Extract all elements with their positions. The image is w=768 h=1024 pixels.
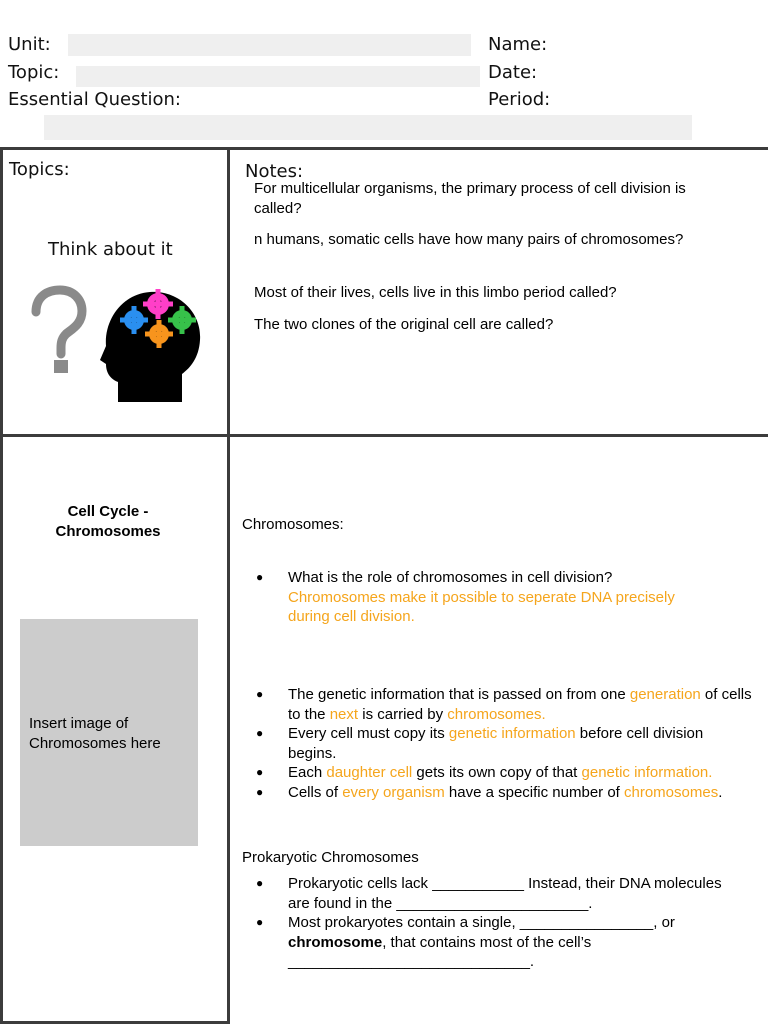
image-placeholder-text: Insert image of Chromosomes here: [29, 715, 161, 752]
prokaryotic-label: Prokaryotic Chromosomes: [242, 849, 419, 866]
list-item: ● Prokaryotic cells lack ___________ Instead, their DNA molecules are found in the _______________________.: [242, 874, 730, 913]
section-title: Cell Cycle - Chromosomes: [55, 503, 161, 540]
facts-list: [242, 685, 752, 802]
question-mark-icon: [36, 290, 82, 373]
list-item: ● What is the role of chromosomes in cell division? Chromosomes make it possible to seperate DNA precisely during cell division.: [242, 568, 712, 627]
row-divider: [0, 434, 768, 437]
list-item: ● Most prokaryotes contain a single, ________________, or chromosome, that contains most of the cell’s _____________________________.: [242, 913, 730, 972]
question-4: The two clones of the original cell are called?: [254, 316, 554, 333]
notes-label: Notes:: [245, 161, 304, 182]
essential-question-field[interactable]: [44, 115, 692, 140]
question-1: For multicellular organisms, the primary process of cell division is called?: [254, 180, 686, 217]
table-top-border: [0, 147, 768, 150]
think-about-it-label: Think about it: [48, 239, 173, 260]
column-divider: [227, 147, 230, 1024]
essential-question-label: Essential Question:: [8, 89, 181, 110]
prokaryotic-list: [242, 874, 730, 972]
chromosomes-label: Chromosomes:: [242, 516, 344, 533]
question-2: n humans, somatic cells have how many pairs of chromosomes?: [254, 231, 684, 248]
topic-label: Topic:: [8, 62, 60, 83]
topics-label: Topics:: [9, 159, 70, 180]
topic-field[interactable]: [76, 66, 480, 87]
period-label: Period:: [488, 89, 551, 110]
list-item: ● Every cell must copy its genetic information before cell division begins.: [242, 724, 752, 763]
list-item: ● The genetic information that is passed on from one generation of cells to the next is carried by chromosomes.: [242, 685, 752, 724]
table-left-border: [0, 147, 3, 1024]
list-item: ● Each daughter cell gets its own copy of that genetic information.: [242, 763, 752, 783]
unit-field[interactable]: [68, 34, 471, 56]
question-3: Most of their lives, cells live in this limbo period called?: [254, 284, 617, 301]
name-label: Name:: [488, 34, 548, 55]
role-list: [242, 568, 712, 627]
thinking-head-icon: [26, 284, 206, 408]
answer-text: Chromosomes make it possible to seperate DNA precisely during cell division.: [288, 588, 675, 625]
date-label: Date:: [488, 62, 538, 83]
unit-label: Unit:: [8, 34, 51, 55]
list-item: ● Cells of every organism have a specific number of chromosomes.: [242, 783, 752, 803]
